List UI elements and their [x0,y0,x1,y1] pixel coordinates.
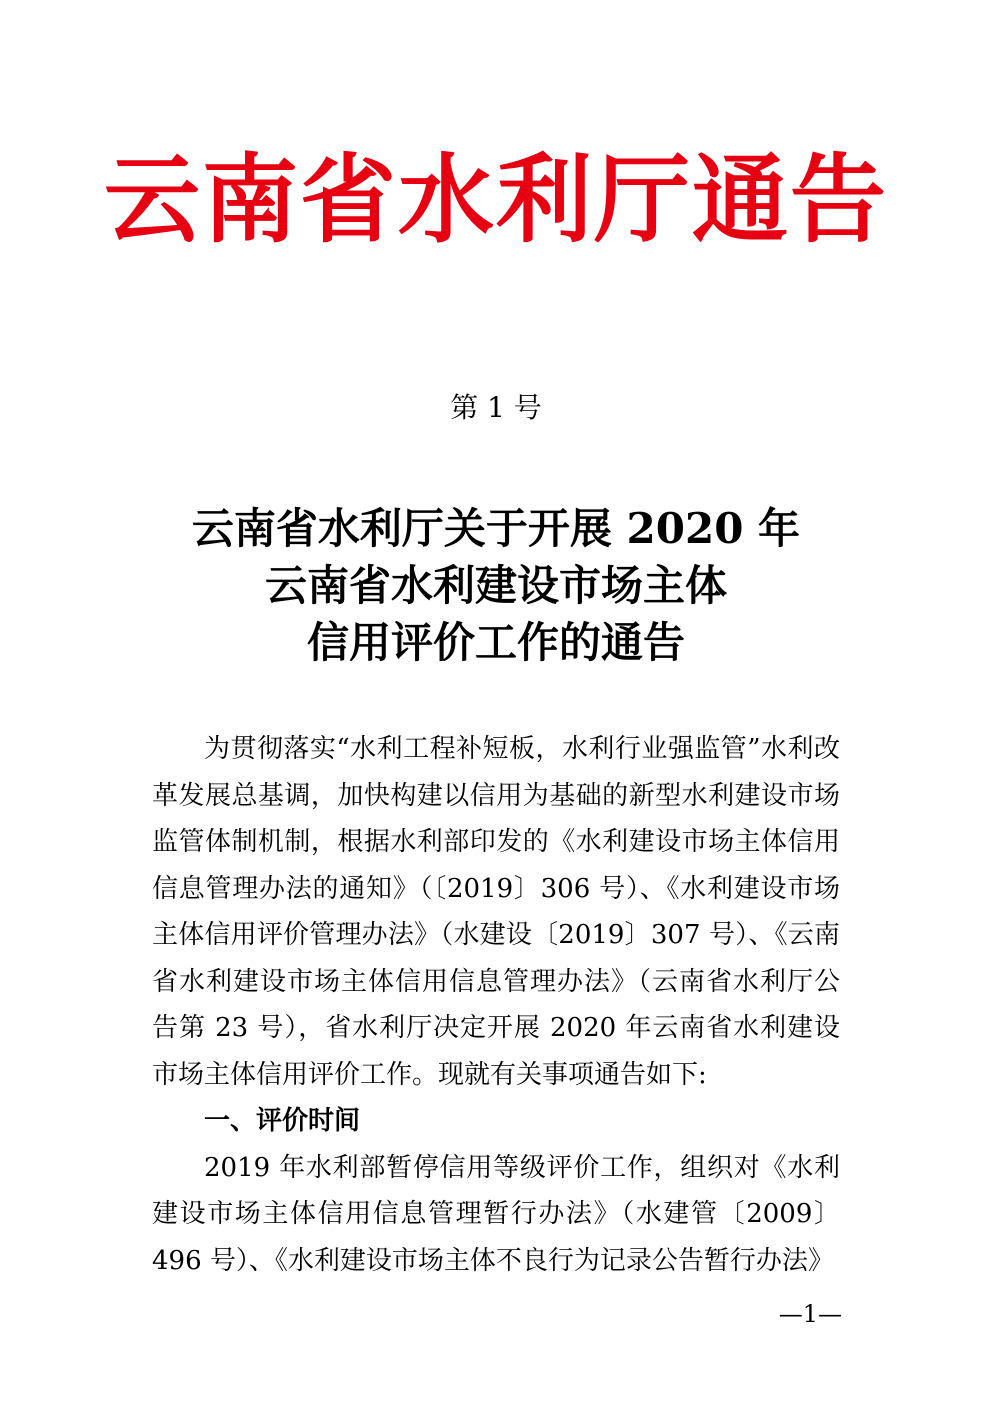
title-line-3: 信用评价工作的通告 [306,618,685,667]
page-number: —1— [778,1300,842,1328]
section-heading: 一、评价时间 [204,1106,361,1136]
document-number: 第 1 号 [450,391,542,424]
document-body [152,726,840,1284]
intro-paragraph: 为贯彻落实“水利工程补短板，水利行业强监管”水利改革发展总基调，加快构建以信用为基础的新型水利建设市场监管体制机制，根据水利部印发的《水利建设市场主体信用信息管理办法的通知》（〔2019〕306 号）、《水利建设市场主体信用评价管理办法》（水建设〔2019〕307 号）、《云南省水利建设市场主体信用信息管理办法》（云南省水利厅公告第 23 号），省水利厅决定开展 2020 年云南省水利建设市场主体信用评价工作。现就有关事项通告如下: [152,734,840,1090]
masthead-title: 云南省水利厅通告 [104,143,888,256]
title-line-1: 云南省水利厅关于开展 2020 年 [191,504,801,553]
document-title [0,500,992,671]
title-line-2: 云南省水利建设市场主体 [264,561,727,610]
section-paragraph: 2019 年水利部暂停信用等级评价工作，组织对《水利建设市场主体信用信息管理暂行办法》（水建管〔2009〕496 号）、《水利建设市场主体不良行为记录公告暂行办法》 [152,1152,840,1276]
